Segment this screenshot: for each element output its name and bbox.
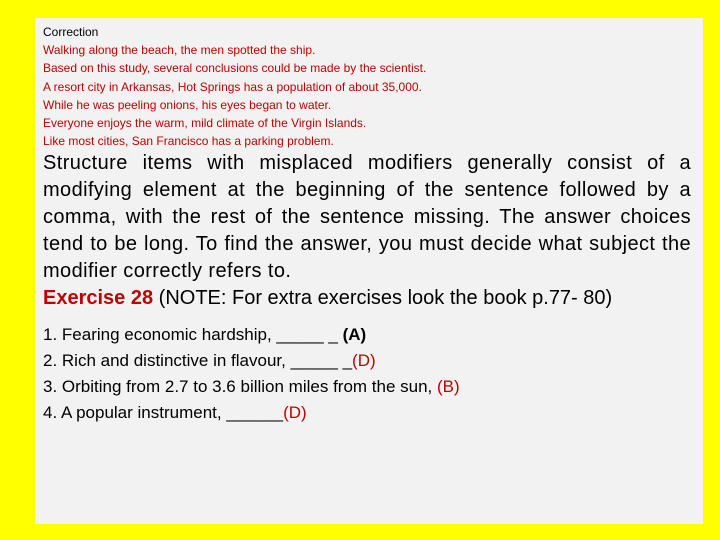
item-text: 1. Fearing economic hardship, _____ _ bbox=[43, 325, 343, 345]
item-text: 3. Orbiting from 2.7 to 3.6 billion miles from the sun, bbox=[43, 377, 438, 397]
item-text: 2. Rich and distinctive in flavour, _____ _ bbox=[43, 351, 353, 371]
item-answer: (A) bbox=[342, 325, 367, 345]
item-answer: (D) bbox=[352, 351, 376, 371]
exercise-heading bbox=[43, 285, 691, 312]
correction-heading: Correction bbox=[43, 25, 99, 39]
correction-line: Walking along the beach, the men spotted the ship. bbox=[43, 43, 316, 58]
exercise-title: Exercise 28 bbox=[43, 287, 154, 310]
exercise-item bbox=[43, 322, 691, 348]
correction-line: While he was peeling onions, his eyes began to water. bbox=[43, 97, 332, 112]
item-answer: (B) bbox=[437, 377, 460, 397]
item-text: 4. A popular instrument, ______ bbox=[43, 403, 284, 423]
exercise-item bbox=[43, 374, 691, 400]
item-answer: (D) bbox=[283, 403, 307, 423]
exercise-item bbox=[43, 348, 691, 374]
slide-panel bbox=[35, 18, 703, 524]
correction-line: A resort city in Arkansas, Hot Springs has a population of about 35,000. bbox=[43, 79, 422, 94]
correction-block bbox=[43, 23, 691, 150]
correction-line: Like most cities, San Francisco has a parking problem. bbox=[43, 134, 334, 149]
exercise-item bbox=[43, 400, 691, 426]
exercise-items bbox=[43, 322, 691, 426]
correction-line: Everyone enjoys the warm, mild climate of the Virgin Islands. bbox=[43, 116, 367, 131]
explanation-paragraph: Structure items with misplaced modifiers generally consist of a modifying element at the beginning of the sentence followed by a comma, with the rest of the sentence missing. The answer choices tend to be long. To find the answer, you must decide what subject the modifier correctly refers to. bbox=[43, 152, 691, 283]
correction-line: Based on this study, several conclusions could be made by the scientist. bbox=[43, 61, 427, 76]
exercise-note: (NOTE: For extra exercises look the book p.77- 80) bbox=[153, 287, 613, 310]
